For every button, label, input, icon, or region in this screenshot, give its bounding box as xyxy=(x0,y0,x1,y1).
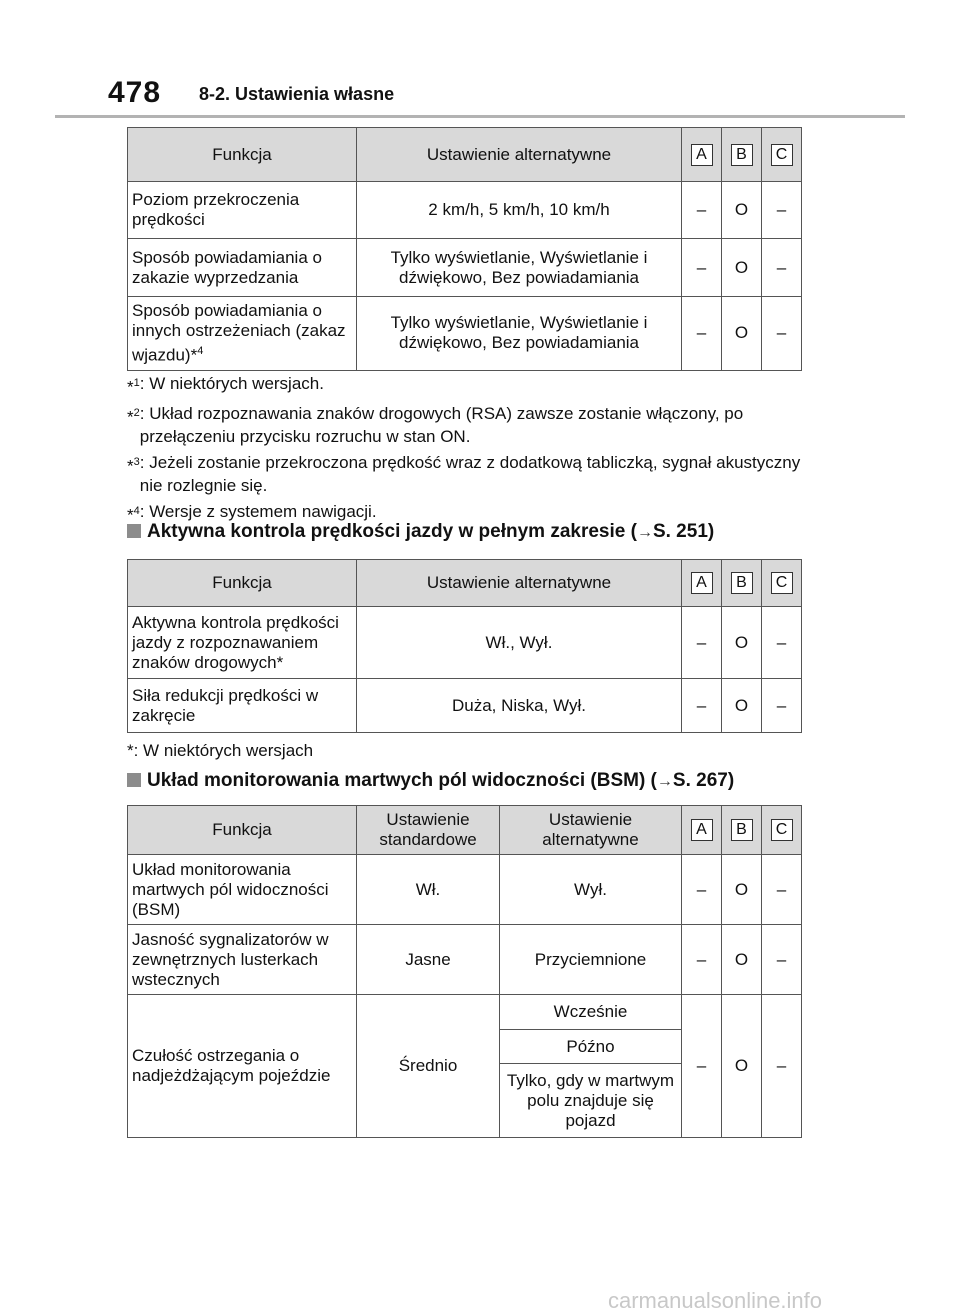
row-alternative-option: Późno xyxy=(500,1030,682,1064)
col-header-alternative: Ustawienie alternatywne xyxy=(500,806,682,855)
section-title: 8-2. Ustawienia własne xyxy=(199,84,395,104)
table-row xyxy=(128,925,802,995)
page-header xyxy=(0,0,960,120)
row-b: O xyxy=(722,297,762,371)
col-header-c: C xyxy=(771,819,793,841)
row-function: Sposób powiadamiania o innych ostrzeżeniach (zakaz wjazdu)* xyxy=(132,301,346,365)
table-header-row xyxy=(128,560,802,607)
col-header-b: B xyxy=(731,819,753,841)
row-function: Sposób powiadamiania o zakazie wyprzedzania xyxy=(128,239,357,297)
row-a: – xyxy=(682,297,722,371)
col-header-a: A xyxy=(691,572,713,594)
section-heading-bsm xyxy=(127,770,734,792)
row-c: – xyxy=(762,239,802,297)
settings-table-2 xyxy=(127,559,802,733)
row-a: – xyxy=(682,182,722,239)
arrow-right-icon: → xyxy=(636,524,653,541)
section-heading-acc xyxy=(127,521,714,543)
row-alternative: Przyciemnione xyxy=(500,925,682,995)
col-header-default: Ustawienie standardowe xyxy=(357,806,500,855)
col-header-function: Funkcja xyxy=(128,560,357,607)
row-default: Wł. xyxy=(357,855,500,925)
row-alternative: Wł., Wył. xyxy=(357,607,682,679)
row-c: – xyxy=(762,855,802,925)
row-default: Średnio xyxy=(357,995,500,1138)
footnote-text: : Wersje z systemem nawigacji. xyxy=(139,501,377,521)
col-header-b: B xyxy=(731,144,753,166)
row-c: – xyxy=(762,607,802,679)
heading-text: Układ monitorowania martwych pól widoczności (BSM) ( xyxy=(147,770,657,791)
watermark: carmanualsonline.info xyxy=(608,1288,823,1313)
col-header-a: A xyxy=(691,144,713,166)
bullet-square-icon xyxy=(127,773,141,787)
footnote-mark: * xyxy=(127,456,134,476)
arrow-right-icon: → xyxy=(656,773,673,790)
row-c: – xyxy=(762,679,802,733)
page-number: 478 xyxy=(108,76,162,109)
footnote-sup: 1 xyxy=(133,377,140,389)
row-alternative-option: Tylko, gdy w martwym polu znajduje się pojazd xyxy=(500,1064,682,1138)
table-header-row xyxy=(128,128,802,182)
table-row xyxy=(128,297,802,371)
row-function: Układ monitorowania martwych pól widoczności (BSM) xyxy=(128,855,357,925)
footnote-mark: * xyxy=(127,407,134,427)
row-b: O xyxy=(722,607,762,679)
table-header-row xyxy=(128,806,802,855)
col-header-function: Funkcja xyxy=(128,806,357,855)
row-a: – xyxy=(682,607,722,679)
row-c: – xyxy=(762,182,802,239)
col-header-b: B xyxy=(731,572,753,594)
row-alternative: 2 km/h, 5 km/h, 10 km/h xyxy=(357,182,682,239)
row-alternative: Wył. xyxy=(500,855,682,925)
row-function-cell xyxy=(128,297,357,371)
row-b: O xyxy=(722,182,762,239)
footnote-sup: 3 xyxy=(133,455,140,468)
col-header-a: A xyxy=(691,819,713,841)
row-alternative-option: Wcześnie xyxy=(500,995,682,1030)
row-a: – xyxy=(682,995,722,1138)
footnote xyxy=(127,402,807,448)
row-b: O xyxy=(722,995,762,1138)
row-function: Aktywna kontrola prędkości jazdy z rozpoznawaniem znaków drogowych* xyxy=(128,607,357,679)
footnote-text: : Układ rozpoznawania znaków drogowych (RSA) zawsze zostanie włączony, po przełączeniu przycisku rozruchu w stan ON. xyxy=(139,403,744,446)
footnote-text: : W niektórych wersjach. xyxy=(139,374,324,393)
row-b: O xyxy=(722,925,762,995)
footnote-mark: * xyxy=(127,377,134,397)
footnote xyxy=(127,372,807,399)
row-b: O xyxy=(722,679,762,733)
footnote-text: : Jeżeli zostanie przekroczona prędkość wraz z dodatkową tabliczką, sygnał akustyczny nie rozlegnie się. xyxy=(139,452,801,495)
settings-table-3 xyxy=(127,805,802,1138)
table-row xyxy=(128,182,802,239)
col-header-c: C xyxy=(771,572,793,594)
footnote xyxy=(127,451,807,497)
table-row xyxy=(128,995,802,1030)
row-c: – xyxy=(762,297,802,371)
settings-table-1 xyxy=(127,127,802,371)
row-b: O xyxy=(722,239,762,297)
row-function: Czułość ostrzegania o nadjeżdżającym pojeździe xyxy=(128,995,357,1138)
footnote-sup: 2 xyxy=(133,406,140,419)
header-divider xyxy=(55,115,905,118)
table-row xyxy=(128,679,802,733)
footnote-ref: 4 xyxy=(197,345,204,357)
col-header-alternative: Ustawienie alternatywne xyxy=(357,560,682,607)
row-alternative: Duża, Niska, Wył. xyxy=(357,679,682,733)
row-a: – xyxy=(682,679,722,733)
row-c: – xyxy=(762,995,802,1138)
table-row xyxy=(128,607,802,679)
row-c: – xyxy=(762,925,802,995)
table-row xyxy=(128,855,802,925)
bullet-square-icon xyxy=(127,524,141,538)
table-row xyxy=(128,239,802,297)
col-header-c: C xyxy=(771,144,793,166)
footnote-mark: * xyxy=(127,505,134,525)
col-header-function: Funkcja xyxy=(128,128,357,182)
row-a: – xyxy=(682,925,722,995)
row-alternative: Tylko wyświetlanie, Wyświetlanie i dźwiękowo, Bez powiadamiania xyxy=(357,239,682,297)
page-reference: S. 267) xyxy=(672,770,735,791)
footnote-sup: 4 xyxy=(133,504,140,517)
row-function: Jasność sygnalizatorów w zewnętrznych lusterkach wstecznych xyxy=(128,925,357,995)
footnotes xyxy=(127,372,807,529)
row-a: – xyxy=(682,239,722,297)
row-function: Poziom przekroczenia prędkości xyxy=(128,182,357,239)
table-note: *: W niektórych wersjach xyxy=(127,741,314,760)
heading-text: Aktywna kontrola prędkości jazdy w pełnym zakresie ( xyxy=(147,521,637,542)
row-alternative: Tylko wyświetlanie, Wyświetlanie i dźwiękowo, Bez powiadamiania xyxy=(357,297,682,371)
row-b: O xyxy=(722,855,762,925)
row-a: – xyxy=(682,855,722,925)
col-header-alternative: Ustawienie alternatywne xyxy=(357,128,682,182)
page-reference: S. 251) xyxy=(652,521,715,542)
row-default: Jasne xyxy=(357,925,500,995)
row-function: Siła redukcji prędkości w zakręcie xyxy=(128,679,357,733)
